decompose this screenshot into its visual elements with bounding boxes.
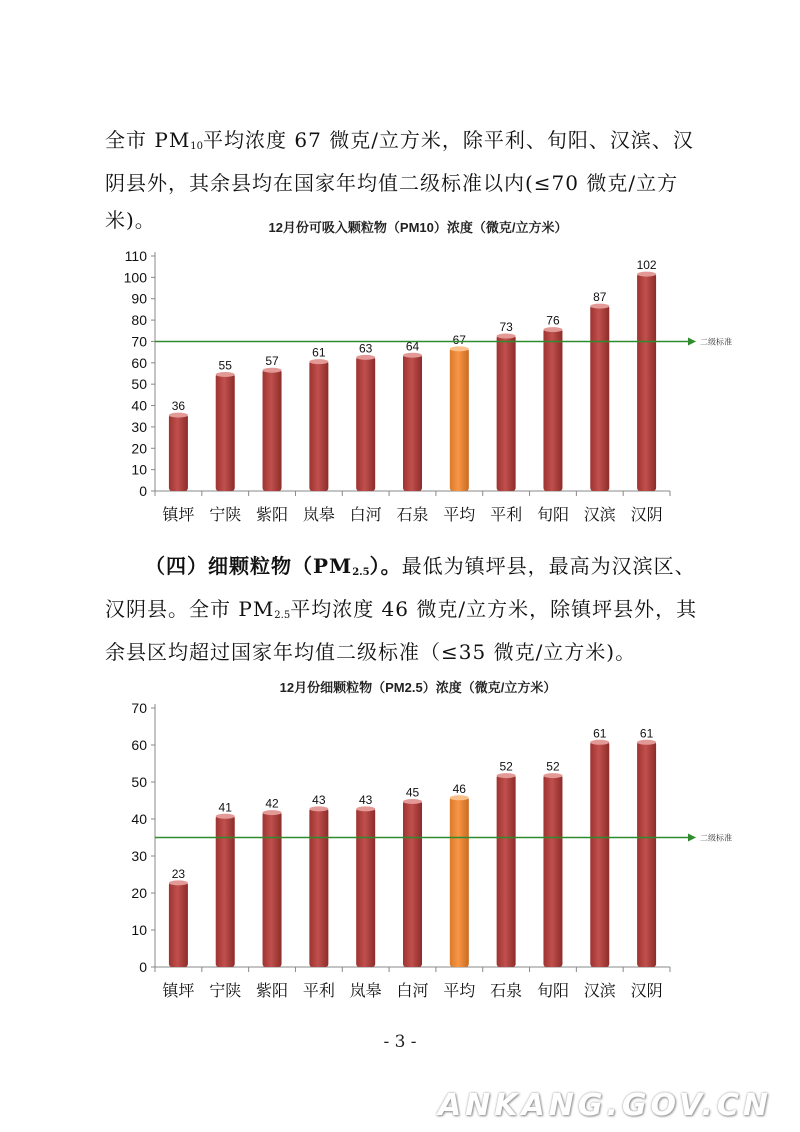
- data-label: 64: [405, 339, 420, 354]
- bar-cap: [263, 810, 282, 815]
- category-label: 平均: [443, 981, 476, 1000]
- bar-cap: [543, 773, 562, 778]
- y-tick-label: 30: [131, 848, 147, 864]
- data-label: 43: [312, 792, 326, 807]
- data-label: 102: [636, 258, 657, 273]
- category-label: 石泉: [396, 505, 429, 524]
- chart-title: 12月份细颗粒物（PM2.5）浓度（微克/立方米）: [279, 680, 557, 695]
- data-label: 45: [405, 785, 420, 800]
- category-label: 汉阴: [630, 505, 663, 524]
- bar-cap: [216, 372, 235, 377]
- reference-arrow: [688, 834, 696, 842]
- bar: [543, 775, 562, 967]
- category-label: 旬阳: [536, 505, 569, 524]
- category-label: 白河: [349, 505, 382, 524]
- category-label: 紫阳: [256, 981, 289, 1000]
- data-label: 57: [265, 354, 279, 369]
- pm10-chart-svg: [100, 214, 760, 532]
- bar: [216, 374, 235, 492]
- bar-cap: [216, 814, 235, 819]
- pm25-chart-svg: [100, 676, 760, 1006]
- bar: [309, 808, 328, 967]
- bar-cap: [637, 272, 656, 277]
- data-label: 73: [499, 320, 513, 335]
- category-label: 岚皋: [349, 981, 382, 1000]
- bar: [169, 414, 188, 491]
- site-watermark: ANKANG.GOV.CN: [437, 1088, 772, 1123]
- category-label: 镇坪: [162, 981, 195, 1000]
- pm10-bar-chart: [100, 214, 760, 536]
- category-label: 镇坪: [162, 505, 195, 524]
- bar: [263, 812, 282, 967]
- data-label: 87: [593, 290, 607, 305]
- bar-cap: [590, 304, 609, 309]
- chart-title: 12月份可吸入颗粒物（PM10）浓度（微克/立方米）: [268, 220, 568, 235]
- text: 平均浓度 46 微克/立方米，除镇坪县外，其余县区均超过国家年均值二级标准（≤35 微克/立方米)。: [105, 597, 698, 664]
- bar-cap: [637, 740, 656, 745]
- category-label: 宁陕: [209, 505, 242, 524]
- y-tick-label: 50: [131, 774, 147, 790]
- bar-cap: [169, 413, 188, 418]
- data-label: 42: [265, 796, 279, 811]
- text: 全市 PM: [105, 128, 191, 152]
- reference-arrow: [688, 337, 696, 345]
- category-label: 汉阴: [630, 981, 663, 1000]
- data-label: 61: [593, 726, 607, 741]
- bar-cap: [590, 740, 609, 745]
- y-tick-label: 10: [131, 461, 147, 478]
- category-label: 汉滨: [583, 505, 616, 524]
- data-label: 63: [359, 341, 373, 356]
- y-tick-label: 110: [124, 248, 147, 264]
- bar: [356, 356, 375, 491]
- bar-cap: [403, 799, 422, 804]
- bar-cap: [403, 353, 422, 358]
- y-tick-label: 60: [131, 737, 147, 753]
- section-heading: （四）细颗粒物$(PM_{2.5})$。: [145, 554, 402, 578]
- bar: [356, 808, 375, 967]
- category-label: 旬阳: [536, 981, 569, 1000]
- data-label: 61: [312, 345, 326, 360]
- category-label: 石泉: [490, 981, 523, 1000]
- category-label: 宁陕: [209, 981, 242, 1000]
- y-tick-label: 70: [131, 333, 147, 350]
- bar-cap: [450, 346, 469, 351]
- category-label: 平均: [443, 505, 476, 524]
- bar: [263, 369, 282, 491]
- data-label: 52: [546, 759, 560, 774]
- bar-cap: [309, 359, 328, 364]
- y-tick-label: 50: [131, 376, 147, 393]
- y-tick-label: 10: [131, 922, 147, 938]
- bar-cap: [263, 368, 282, 373]
- subscript: 10: [190, 141, 204, 152]
- data-label: 46: [452, 781, 466, 796]
- data-label: 55: [218, 358, 232, 373]
- pm25-bar-chart: [100, 676, 760, 1010]
- y-tick-label: 80: [131, 312, 147, 329]
- bar: [637, 273, 656, 491]
- data-label: 43: [359, 792, 373, 807]
- category-label: 平利: [490, 505, 523, 524]
- category-label: 汉滨: [583, 981, 616, 1000]
- bar-cap: [309, 806, 328, 811]
- y-tick-label: 40: [131, 811, 147, 827]
- category-label: 岚皋: [302, 505, 335, 524]
- page-number: - 3 -: [383, 1032, 417, 1052]
- bar: [497, 775, 516, 967]
- subscript: 2.5: [274, 610, 291, 621]
- data-label: 76: [546, 313, 560, 328]
- y-tick-label: 70: [131, 700, 147, 716]
- bar: [403, 801, 422, 968]
- y-tick-label: 0: [139, 483, 147, 499]
- y-tick-label: 90: [131, 290, 147, 307]
- data-label: 52: [499, 759, 513, 774]
- text: 最低为镇坪县，最高为汉滨区、汉阴县。全市 PM: [105, 554, 696, 621]
- category-label: 平利: [302, 981, 335, 1000]
- bar: [309, 361, 328, 491]
- data-label: 23: [171, 866, 186, 881]
- bar: [590, 305, 609, 491]
- paragraph-pm25-section: [105, 548, 705, 671]
- bar-cap: [169, 880, 188, 885]
- y-tick-label: 60: [131, 354, 147, 371]
- bar: [497, 335, 516, 491]
- bar: [169, 882, 188, 967]
- bar-cap: [497, 773, 516, 778]
- data-label: 61: [639, 726, 654, 741]
- text: 平均浓度 67 微克/立方米，除平利、旬阳、汉滨、汉阴县外，其余县均在国家年均值二级标准以内(≤70 微克/立方米)。: [105, 128, 694, 232]
- bar: [637, 741, 656, 967]
- y-tick-label: 40: [131, 397, 147, 414]
- y-tick-label: 20: [131, 885, 147, 901]
- category-label: 白河: [396, 981, 429, 1000]
- data-label: 41: [218, 800, 232, 815]
- reference-label: 二级标准: [700, 833, 732, 843]
- bar: [543, 329, 562, 491]
- bar-cap: [356, 355, 375, 360]
- bar-cap: [356, 806, 375, 811]
- data-label: 36: [171, 399, 186, 414]
- y-tick-label: 100: [123, 269, 147, 286]
- bar: [403, 354, 422, 491]
- y-tick-label: 20: [131, 440, 147, 457]
- bar: [450, 348, 469, 491]
- bar-cap: [543, 327, 562, 332]
- data-label: 67: [452, 332, 466, 347]
- reference-label: 二级标准: [700, 337, 732, 347]
- bar-cap: [450, 795, 469, 800]
- bar-cap: [497, 334, 516, 339]
- bar: [450, 797, 469, 967]
- y-tick-label: 30: [131, 418, 147, 435]
- bar: [590, 741, 609, 967]
- category-label: 紫阳: [256, 505, 289, 524]
- y-tick-label: 0: [139, 959, 147, 975]
